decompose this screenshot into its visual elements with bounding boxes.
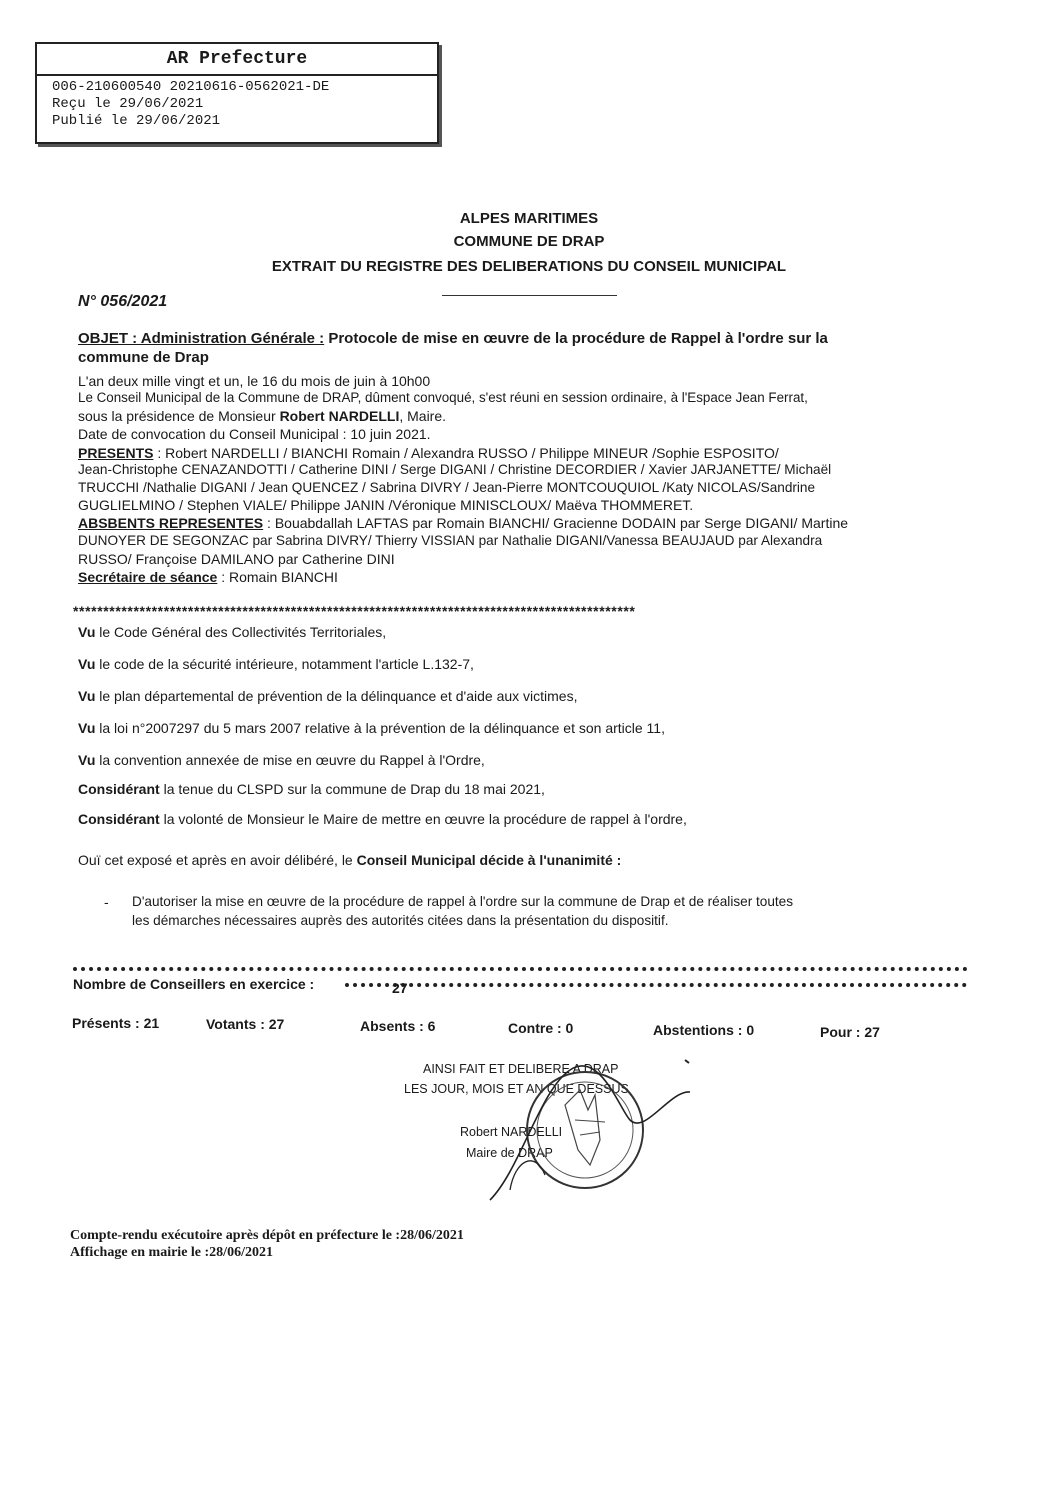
considerant-text: la volonté de Monsieur le Maire de mettre en œuvre la procédure de rappel à l'ordre, [159, 811, 687, 827]
mayor-name: Robert NARDELLI [279, 408, 400, 424]
header-divider [442, 295, 617, 296]
visa-keyword: Vu [78, 688, 96, 704]
presents-line-2: Jean-Christophe CENAZANDOTTI / Catherine DINI / Serge DIGANI / Christine DECORDIER / Xavier JARJANETTE/ Michaël [78, 462, 832, 477]
presents-line-4: GUGLIELMINO / Stephen VIALE/ Philippe JANIN /Véronique MINISCLOUX/ Maëva THOMMERET. [78, 497, 694, 513]
deliberation-number: N° 056/2021 [78, 293, 168, 310]
intro-presidence [78, 408, 446, 424]
ar-stamp-reference: 006-210600540 20210616-0562021-DE [52, 79, 330, 95]
secretaire-value: : Romain BIANCHI [217, 569, 338, 585]
absents-names-1: : Bouabdallah LAFTAS par Romain BIANCHI/ Gracienne DODAIN par Serge DIGANI/ Martine [263, 515, 849, 531]
conseillers-label: Nombre de Conseillers en exercice : [73, 976, 315, 992]
ar-stamp-title: AR Prefecture [37, 44, 437, 76]
votes-presents: Présents : 21 [72, 1015, 160, 1031]
ar-stamp-published: Publié le 29/06/2021 [52, 113, 221, 129]
visa-plan [78, 688, 577, 704]
votes-pour: Pour : 27 [820, 1024, 880, 1040]
considerant-keyword: Considérant [78, 781, 160, 797]
visa-convention [78, 752, 485, 768]
signature-line-1: AINSI FAIT ET DELIBERE A DRAP [423, 1062, 619, 1076]
conseillers-value: 27 [392, 980, 408, 996]
votes-contre: Contre : 0 [508, 1020, 574, 1036]
visa-keyword: Vu [78, 624, 96, 640]
signature-line-2: LES JOUR, MOIS ET AN QUE DESSUS [404, 1082, 629, 1096]
mairie-seal-and-signature-icon [480, 1050, 700, 1210]
intro-presidence-end: , Maire. [399, 408, 447, 424]
absents-line-3: RUSSO/ Françoise DAMILANO par Catherine DINI [78, 551, 395, 567]
presents-label: PRESENTS [78, 445, 154, 461]
visa-securite [78, 656, 474, 672]
decision-bullet: - [104, 894, 109, 910]
secretaire-line [78, 569, 338, 585]
visa-keyword: Vu [78, 656, 96, 672]
objet-text-1: Protocole de mise en œuvre de la procédure de Rappel à l'ordre sur la [324, 330, 828, 347]
visa-text: la loi n°2007297 du 5 mars 2007 relative à la prévention de la délinquance et son article 11, [95, 720, 665, 736]
votes-abstentions: Abstentions : 0 [653, 1022, 755, 1038]
visa-keyword: Vu [78, 720, 96, 736]
visa-text: le plan départemental de prévention de la délinquance et d'aide aux victimes, [95, 688, 578, 704]
secretaire-label: Secrétaire de séance [78, 569, 218, 585]
visa-cgct [78, 624, 386, 640]
objet-line-1 [78, 330, 828, 347]
visa-loi [78, 720, 665, 736]
votes-separator-top [73, 967, 968, 971]
decision-lead: Ouï cet exposé et après en avoir délibéré, le [78, 852, 357, 868]
footer-affichage: Affichage en mairie le :28/06/2021 [70, 1245, 273, 1260]
votes-votants: Votants : 27 [206, 1016, 285, 1032]
ar-stamp-received: Reçu le 29/06/2021 [52, 96, 204, 112]
ar-prefecture-stamp [35, 42, 439, 144]
absents-line-1 [78, 515, 848, 531]
presents-line-3: TRUCCHI /Nathalie DIGANI / Jean QUENCEZ / Sabrina DIVRY / Jean-Pierre MONTCOUQUIOL /Katy NICOLAS/Sandrine [78, 480, 816, 495]
absents-label: ABSBENTS REPRESENTES [78, 515, 264, 531]
signature-mayor-name: Robert NARDELLI [460, 1125, 563, 1139]
separator-stars: ********************************************************************************************* [73, 603, 636, 619]
absents-line-2: DUNOYER DE SEGONZAC par Sabrina DIVRY/ Thierry VISSIAN par Nathalie DIGANI/Vanessa BEAUJAUD par Alexandra [78, 533, 823, 548]
department-heading: ALPES MARITIMES [459, 210, 599, 227]
decision-line-1: D'autoriser la mise en œuvre de la procédure de rappel à l'ordre sur la commune de Drap et de réaliser toutes [132, 894, 794, 909]
register-heading: EXTRAIT DU REGISTRE DES DELIBERATIONS DU CONSEIL MUNICIPAL [271, 258, 787, 275]
considerant-keyword: Considérant [78, 811, 160, 827]
objet-text-2: commune de Drap [78, 349, 209, 366]
intro-date: L'an deux mille vingt et un, le 16 du mois de juin à 10h00 [78, 373, 431, 389]
decision-intro [78, 852, 621, 868]
presents-line-1 [78, 445, 779, 461]
intro-convocation-date: Date de convocation du Conseil Municipal : 10 juin 2021. [78, 426, 431, 442]
decision-unanimite: Conseil Municipal décide à l'unanimité : [356, 852, 622, 868]
considerant-clspd [78, 781, 545, 797]
intro-presidence-text: sous la présidence de Monsieur [78, 408, 280, 424]
footer-executoire: Compte-rendu exécutoire après dépôt en préfecture le :28/06/2021 [70, 1228, 464, 1243]
objet-label: OBJET : Administration Générale : [78, 330, 325, 347]
signature-mayor-title: Maire de DRAP [466, 1146, 553, 1160]
commune-heading: COMMUNE DE DRAP [453, 233, 605, 250]
presents-names-1: : Robert NARDELLI / BIANCHI Romain / Alexandra RUSSO / Philippe MINEUR /Sophie ESPOSITO/ [153, 445, 779, 461]
visa-keyword: Vu [78, 752, 96, 768]
intro-convocation: Le Conseil Municipal de la Commune de DRAP, dûment convoqué, s'est réuni en session ordinaire, à l'Espace Jean Ferrat, [78, 390, 808, 405]
votes-absents: Absents : 6 [360, 1018, 436, 1034]
votes-separator-right [345, 983, 967, 987]
visa-text: le Code Général des Collectivités Territoriales, [95, 624, 387, 640]
considerant-volonte [78, 811, 687, 827]
decision-line-2: les démarches nécessaires auprès des autorités citées dans la présentation du dispositif. [132, 913, 669, 928]
considerant-text: la tenue du CLSPD sur la commune de Drap du 18 mai 2021, [159, 781, 545, 797]
visa-text: le code de la sécurité intérieure, notamment l'article L.132-7, [95, 656, 474, 672]
visa-text: la convention annexée de mise en œuvre du Rappel à l'Ordre, [95, 752, 485, 768]
